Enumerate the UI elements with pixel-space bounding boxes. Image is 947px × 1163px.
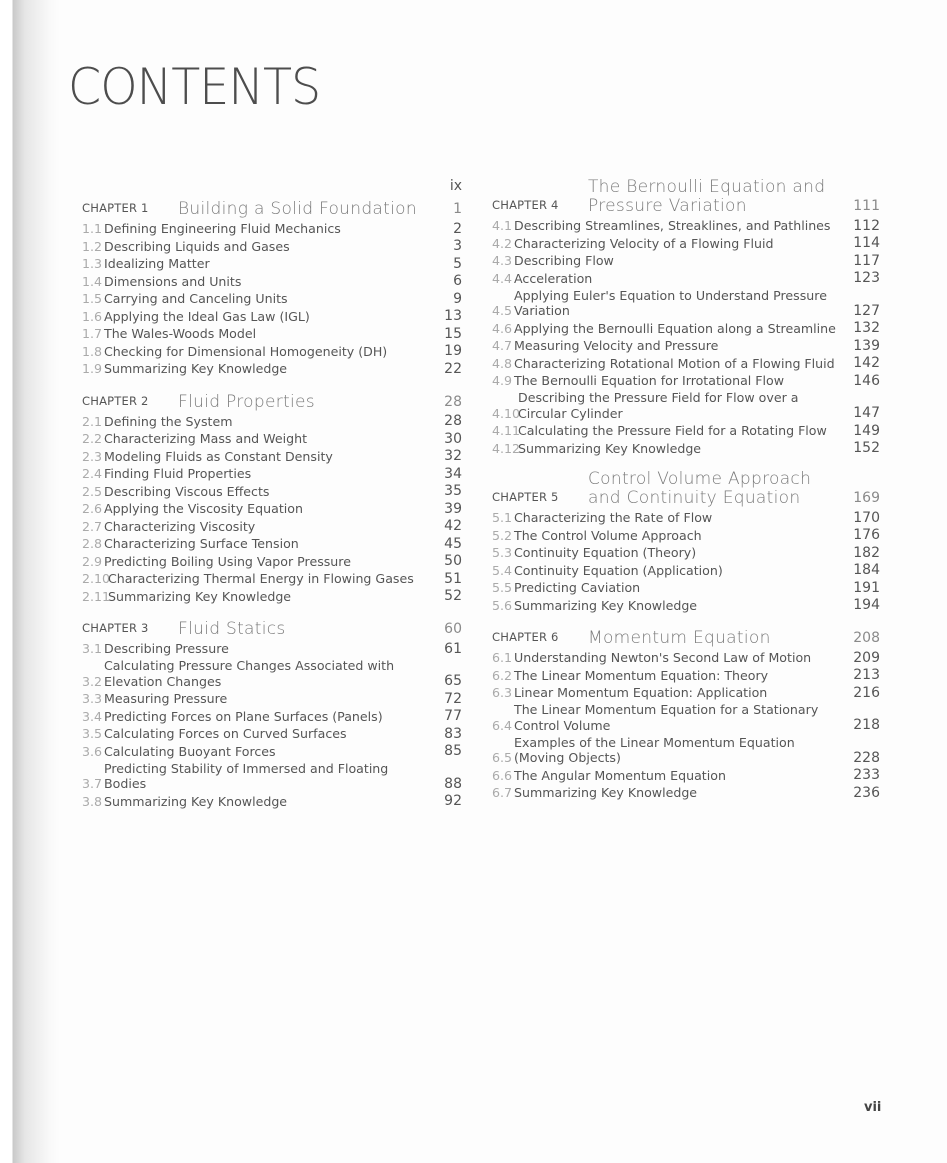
page-number: 9 xyxy=(453,290,462,307)
section-title: Applying the Bernoulli Equation along a Streamline xyxy=(514,320,836,336)
chapter-heading[interactable] xyxy=(492,627,880,648)
section-title: Characterizing Thermal Energy in Flowing Gases xyxy=(108,571,414,586)
page-number: 146 xyxy=(853,372,880,389)
section-number: 5.5 xyxy=(492,580,513,595)
section-title: Continuity Equation (Theory) xyxy=(514,545,697,560)
section-title: The Control Volume Approach xyxy=(514,527,702,543)
chapter-label: CHAPTER 1 xyxy=(82,201,149,215)
section-title: Characterizing the Rate of Flow xyxy=(514,510,713,525)
toc-chapter xyxy=(82,198,462,377)
page-number: 6 xyxy=(453,273,462,289)
page-number: 176 xyxy=(853,527,880,543)
section-number: 4.7 xyxy=(492,338,513,353)
left-chapter-list xyxy=(82,198,462,809)
page-number: 127 xyxy=(853,302,880,319)
section-number: 2.4 xyxy=(82,466,103,481)
toc-section-entry[interactable] xyxy=(492,735,880,766)
toc-section-entry[interactable] xyxy=(82,291,462,307)
toc-section-entry[interactable] xyxy=(82,256,462,272)
page-number: 85 xyxy=(444,743,462,759)
section-title: Summarizing Key Knowledge xyxy=(514,785,698,800)
section-title: Measuring Pressure xyxy=(104,691,228,706)
section-number: 2.11 xyxy=(82,588,111,604)
section-title: Continuity Equation (Application) xyxy=(514,562,723,578)
toc-section-entry[interactable] xyxy=(492,440,880,456)
section-title: Describing Pressure xyxy=(104,641,229,656)
page-number: 28 xyxy=(444,393,462,410)
section-number: 4.4 xyxy=(492,270,513,286)
page-number: 209 xyxy=(853,649,880,666)
section-number: 2.10 xyxy=(82,571,111,586)
toc-section-entry[interactable] xyxy=(82,658,462,689)
page-number: 3 xyxy=(453,238,462,254)
section-number: 2.9 xyxy=(82,553,103,569)
section-title: Acceleration xyxy=(514,270,593,286)
section-title: Predicting Caviation xyxy=(514,580,641,595)
section-number: 4.1 xyxy=(492,218,513,233)
page-number: 22 xyxy=(444,360,462,377)
toc-section-entry[interactable] xyxy=(82,518,462,534)
toc-section-entry[interactable] xyxy=(492,373,880,389)
page-number: 92 xyxy=(444,793,462,809)
section-number: 3.2 xyxy=(82,673,103,689)
toc-right-column xyxy=(492,178,880,815)
toc-section-entry[interactable] xyxy=(82,691,462,707)
section-title: Understanding Newton's Second Law of Motion xyxy=(514,650,812,665)
toc-section-entry[interactable] xyxy=(492,545,880,561)
page-number: 52 xyxy=(444,588,462,604)
chapter-label: CHAPTER 3 xyxy=(82,621,149,635)
section-number: 2.3 xyxy=(82,448,103,464)
page-number: 77 xyxy=(444,708,462,724)
section-title: Predicting Forces on Plane Surfaces (Panels) xyxy=(104,708,383,724)
section-number: 1.6 xyxy=(82,308,103,324)
toc-section-entry[interactable] xyxy=(82,448,462,464)
page-number: 184 xyxy=(853,562,880,578)
toc-section-entry[interactable] xyxy=(492,767,880,783)
section-title: Applying the Viscosity Equation xyxy=(104,501,303,516)
page-number: 147 xyxy=(853,405,880,421)
section-number: 5.4 xyxy=(492,562,513,578)
section-title: Applying Euler's Equation to Understand Pressure Variation xyxy=(514,287,827,318)
section-number: 4.10 xyxy=(492,405,521,421)
page-number: 170 xyxy=(853,509,880,526)
toc-chapter xyxy=(492,627,880,801)
section-title: The Linear Momentum Equation for a Stationary Control Volume xyxy=(514,702,819,733)
section-number: 4.5 xyxy=(492,303,513,318)
section-number: 2.1 xyxy=(82,413,103,429)
toc-chapter xyxy=(492,178,880,456)
toc-section-entry[interactable] xyxy=(82,743,462,759)
section-number: 6.6 xyxy=(492,767,513,783)
page-number: 152 xyxy=(853,440,880,456)
section-number: 1.9 xyxy=(82,361,103,376)
section-number: 1.2 xyxy=(82,238,103,254)
section-title: Checking for Dimensional Homogeneity (DH) xyxy=(104,343,388,359)
page-number: 42 xyxy=(444,518,462,534)
toc-section-entry[interactable] xyxy=(492,562,880,578)
chapter-title: Building a Solid Foundation xyxy=(178,199,417,219)
chapter-heading[interactable] xyxy=(492,470,880,508)
toc-section-entry[interactable] xyxy=(82,308,462,324)
page-number: 218 xyxy=(853,717,880,733)
section-title: Describing Viscous Effects xyxy=(104,483,270,499)
section-number: 1.1 xyxy=(82,221,103,236)
page-number: 72 xyxy=(444,690,462,707)
section-number: 6.7 xyxy=(492,785,513,800)
section-title: Calculating the Pressure Field for a Rotating Flow xyxy=(518,423,827,438)
section-title: Describing Streamlines, Streaklines, and Pathlines xyxy=(514,218,831,233)
chapter-title: Fluid Properties xyxy=(178,391,315,412)
section-title: The Wales-Woods Model xyxy=(104,326,257,341)
toc-section-entry[interactable] xyxy=(492,702,880,733)
chapter-label: CHAPTER 5 xyxy=(492,490,559,504)
page-number: 213 xyxy=(853,667,880,683)
chapter-heading[interactable] xyxy=(82,618,462,639)
right-chapter-list xyxy=(492,178,880,801)
chapter-label: CHAPTER 2 xyxy=(82,393,149,408)
section-number: 6.4 xyxy=(492,717,513,733)
toc-section-entry[interactable] xyxy=(82,793,462,809)
page-number: 65 xyxy=(444,673,462,689)
page-number: 28 xyxy=(444,413,462,429)
chapter-heading[interactable] xyxy=(492,178,880,216)
section-title: Dimensions and Units xyxy=(104,273,242,289)
chapter-label: CHAPTER 4 xyxy=(492,198,559,212)
page-title: CONTENTS xyxy=(68,58,321,116)
section-number: 2.6 xyxy=(82,501,103,516)
toc-section-entry[interactable] xyxy=(82,726,462,742)
page-number: 132 xyxy=(853,320,880,336)
page-number: 51 xyxy=(444,570,462,587)
toc-section-entry[interactable] xyxy=(492,288,880,319)
toc-left-column xyxy=(82,178,462,823)
toc-section-entry[interactable] xyxy=(492,355,880,371)
section-number: 3.7 xyxy=(82,776,103,791)
toc-section-entry[interactable] xyxy=(82,761,462,792)
section-number: 1.3 xyxy=(82,256,103,271)
toc-section-entry[interactable] xyxy=(82,238,462,254)
toc-section-entry[interactable] xyxy=(82,588,462,604)
chapter-title: Fluid Statics xyxy=(178,619,286,639)
toc-section-entry[interactable] xyxy=(492,580,880,596)
toc-section-entry[interactable] xyxy=(492,597,880,613)
toc-section-entry[interactable] xyxy=(492,527,880,543)
chapter-title: The Bernoulli Equation and Pressure Variation xyxy=(588,177,826,216)
toc-section-entry[interactable] xyxy=(492,650,880,666)
page-number: 191 xyxy=(853,579,880,596)
section-number: 4.6 xyxy=(492,320,513,336)
page-number: 50 xyxy=(444,553,462,569)
section-number: 6.2 xyxy=(492,667,513,683)
section-title: Applying the Ideal Gas Law (IGL) xyxy=(104,308,310,324)
section-number: 6.5 xyxy=(492,750,513,765)
page-number: 139 xyxy=(853,337,880,354)
page-number: 216 xyxy=(853,684,880,701)
toc-chapter xyxy=(82,618,462,809)
section-number: 3.5 xyxy=(82,726,103,741)
page-number: 15 xyxy=(444,325,462,342)
section-number: 3.3 xyxy=(82,691,103,706)
page-number: 142 xyxy=(853,355,880,371)
page-number: 2 xyxy=(453,220,462,237)
page-number: 114 xyxy=(853,235,880,251)
section-title: Defining the System xyxy=(104,413,233,429)
section-number: 4.8 xyxy=(492,355,513,371)
page-folio: vii xyxy=(864,1100,882,1115)
page-number: 169 xyxy=(853,490,880,506)
page-number: 13 xyxy=(444,308,462,324)
chapter-title: Control Volume Approach and Continuity Equation xyxy=(588,469,812,508)
section-number: 3.1 xyxy=(82,641,103,656)
chapter-heading[interactable] xyxy=(82,391,462,412)
page-number: 149 xyxy=(853,422,880,439)
section-title: Characterizing Mass and Weight xyxy=(104,431,308,446)
toc-section-entry[interactable] xyxy=(492,235,880,251)
section-number: 5.6 xyxy=(492,597,513,613)
chapter-title: Momentum Equation xyxy=(588,628,771,648)
section-title: Idealizing Matter xyxy=(104,256,210,271)
page-number: 60 xyxy=(444,621,462,637)
section-number: 1.4 xyxy=(82,273,103,289)
section-title: Summarizing Key Knowledge xyxy=(104,361,288,376)
section-title: The Angular Momentum Equation xyxy=(514,767,726,783)
toc-section-entry[interactable] xyxy=(82,553,462,569)
section-number: 6.3 xyxy=(492,685,513,700)
section-title: Calculating Pressure Changes Associated with Elevation Changes xyxy=(104,658,395,689)
toc-chapter xyxy=(492,470,880,613)
toc-section-entry[interactable] xyxy=(492,338,880,354)
section-title: Linear Momentum Equation: Application xyxy=(514,685,768,700)
section-number: 3.6 xyxy=(82,743,103,759)
toc-section-entry[interactable] xyxy=(492,685,880,701)
section-number: 4.3 xyxy=(492,253,513,268)
page-number: 30 xyxy=(444,430,462,447)
page-number: 117 xyxy=(853,252,880,269)
page-number: 5 xyxy=(453,255,462,272)
toc-section-entry[interactable] xyxy=(492,785,880,801)
toc-section-entry[interactable] xyxy=(82,431,462,447)
page-number: 32 xyxy=(444,448,462,464)
section-title: The Linear Momentum Equation: Theory xyxy=(514,667,769,683)
toc-section-entry[interactable] xyxy=(82,501,462,517)
section-title: Characterizing Surface Tension xyxy=(104,536,299,551)
toc-section-entry[interactable] xyxy=(492,270,880,286)
toc-section-entry[interactable] xyxy=(82,466,462,482)
toc-section-entry[interactable] xyxy=(82,708,462,724)
page-gutter-shadow xyxy=(0,0,60,1163)
toc-section-entry[interactable] xyxy=(82,641,462,657)
section-title: Measuring Velocity and Pressure xyxy=(514,338,719,353)
section-title: Summarizing Key Knowledge xyxy=(108,588,292,604)
section-title: Predicting Stability of Immersed and Floating Bodies xyxy=(104,760,389,791)
toc-section-entry[interactable] xyxy=(492,320,880,336)
chapter-label: CHAPTER 6 xyxy=(492,630,559,644)
section-title: Finding Fluid Properties xyxy=(104,466,252,481)
page-number: 88 xyxy=(444,775,462,792)
section-number: 3.8 xyxy=(82,793,103,809)
section-number: 4.11 xyxy=(492,423,521,438)
section-title: Summarizing Key Knowledge xyxy=(518,440,702,456)
toc-section-entry[interactable] xyxy=(82,571,462,587)
section-title: Defining Engineering Fluid Mechanics xyxy=(104,221,341,236)
toc-section-entry[interactable] xyxy=(82,326,462,342)
page-number: 45 xyxy=(444,535,462,552)
toc-section-entry[interactable] xyxy=(492,423,880,439)
toc-section-entry[interactable] xyxy=(492,218,880,234)
toc-section-entry[interactable] xyxy=(82,221,462,237)
section-title: The Bernoulli Equation for Irrotational Flow xyxy=(514,373,785,388)
toc-section-entry[interactable] xyxy=(82,413,462,429)
page-number: 233 xyxy=(853,767,880,783)
section-number: 5.3 xyxy=(492,545,513,560)
toc-section-entry[interactable] xyxy=(82,361,462,377)
section-title: Describing Flow xyxy=(514,253,614,268)
section-title: Predicting Boiling Using Vapor Pressure xyxy=(104,553,351,569)
toc-chapter xyxy=(82,391,462,605)
section-number: 4.9 xyxy=(492,373,513,388)
section-number: 6.1 xyxy=(492,650,513,665)
page-number: 61 xyxy=(444,640,462,657)
page-number: 112 xyxy=(853,217,880,234)
section-number: 2.8 xyxy=(82,536,103,551)
section-number: 3.4 xyxy=(82,708,103,724)
toc-section-entry[interactable] xyxy=(492,390,880,421)
page-number: 228 xyxy=(853,749,880,766)
page-number: 1 xyxy=(453,201,462,217)
section-number: 1.7 xyxy=(82,326,103,341)
section-title: Characterizing Velocity of a Flowing Fluid xyxy=(514,235,774,251)
section-title: Examples of the Linear Momentum Equation (Moving Objects) xyxy=(514,734,795,765)
toc-section-entry[interactable] xyxy=(82,273,462,289)
section-number: 1.5 xyxy=(82,291,103,306)
section-title: Characterizing Viscosity xyxy=(104,518,256,534)
section-number: 5.1 xyxy=(492,510,513,525)
section-title: Summarizing Key Knowledge xyxy=(104,793,288,809)
page-number: ix xyxy=(449,178,462,194)
page-number: 236 xyxy=(853,784,880,801)
section-title: Modeling Fluids as Constant Density xyxy=(104,448,333,464)
toc-section-entry[interactable] xyxy=(82,536,462,552)
toc-lone-entry[interactable] xyxy=(82,178,462,198)
toc-section-entry[interactable] xyxy=(492,253,880,269)
section-title: Calculating Forces on Curved Surfaces xyxy=(104,726,347,741)
section-title: Calculating Buoyant Forces xyxy=(104,743,276,759)
page-number: 34 xyxy=(444,465,462,482)
section-title: Describing the Pressure Field for Flow over a Circular Cylinder xyxy=(518,390,799,421)
section-title: Characterizing Rotational Motion of a Flowing Fluid xyxy=(514,355,835,371)
section-title: Carrying and Canceling Units xyxy=(104,291,288,306)
page-number: 194 xyxy=(853,597,880,613)
toc-section-entry[interactable] xyxy=(492,510,880,526)
page-number: 123 xyxy=(853,270,880,286)
toc-section-entry[interactable] xyxy=(492,667,880,683)
section-number: 4.12 xyxy=(492,440,521,456)
toc-section-entry[interactable] xyxy=(82,343,462,359)
section-number: 4.2 xyxy=(492,235,513,251)
page-number: 182 xyxy=(853,544,880,561)
section-number: 2.7 xyxy=(82,518,103,534)
section-title: Summarizing Key Knowledge xyxy=(514,597,698,613)
page-number: 208 xyxy=(853,630,880,646)
section-number: 2.5 xyxy=(82,483,103,499)
section-number: 1.8 xyxy=(82,343,103,359)
page-number: 39 xyxy=(444,500,462,517)
section-number: 5.2 xyxy=(492,527,513,543)
page-number: 35 xyxy=(444,483,462,499)
page-number: 83 xyxy=(444,725,462,742)
chapter-heading[interactable] xyxy=(82,198,462,219)
page-number: 19 xyxy=(444,343,462,359)
page-number: 111 xyxy=(853,198,880,214)
toc-section-entry[interactable] xyxy=(82,483,462,499)
section-title: Describing Liquids and Gases xyxy=(104,238,290,254)
section-number: 2.2 xyxy=(82,431,103,446)
